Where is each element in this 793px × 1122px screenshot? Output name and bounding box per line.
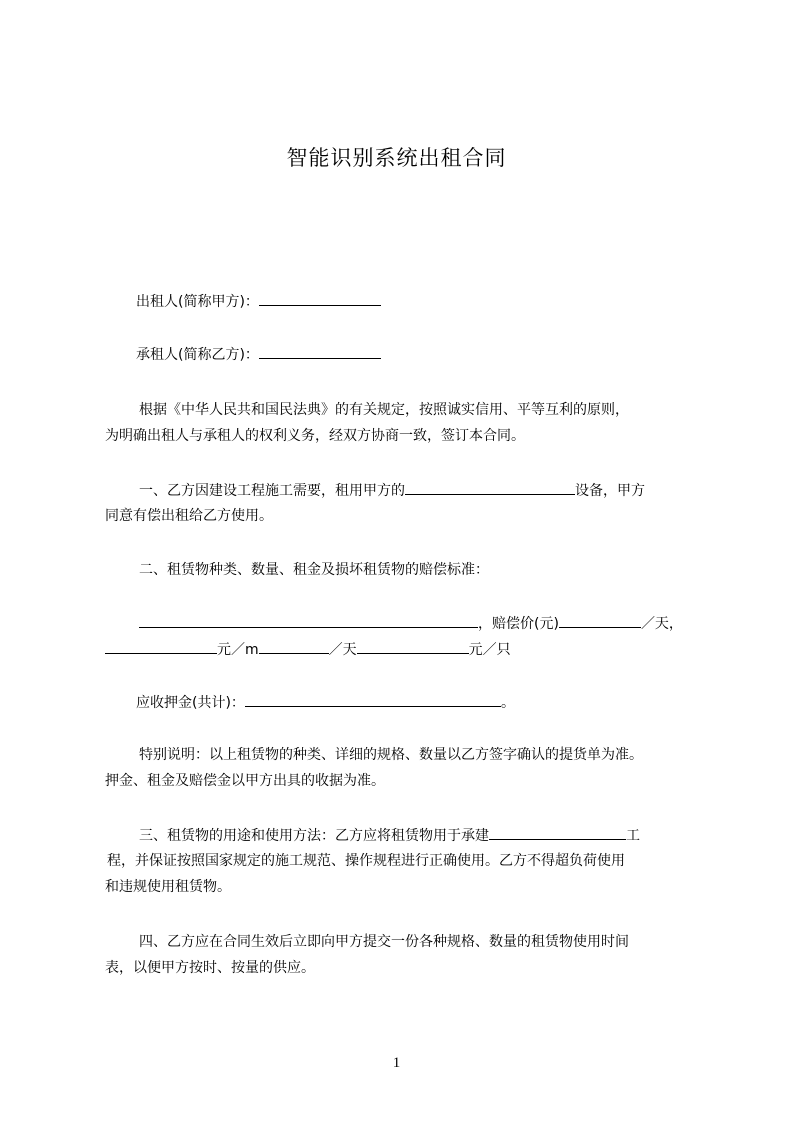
clause3-text-a: 三、租赁物的用途和使用方法：乙方应将租赁物用于承建	[139, 828, 489, 844]
lessee-line	[136, 344, 381, 365]
clause4-line-1: 四、乙方应在合同生效后立即向甲方提交一份各种规格、数量的租赁物使用时间	[139, 934, 629, 950]
clause2-row-1	[139, 613, 683, 634]
clause3-line-2: 程，并保证按照国家规定的施工规范、操作规程进行正确使用。乙方不得超负荷使用	[107, 853, 625, 869]
lessee-label: 承租人(简称乙方)：	[136, 347, 259, 363]
compensation-blank	[559, 613, 641, 628]
lessor-blank	[259, 291, 381, 306]
item-blank-1	[139, 613, 325, 628]
page-number: 1	[392, 1055, 401, 1071]
project-blank	[489, 825, 626, 840]
clause3-text-b: 工	[626, 828, 640, 844]
lessor-line	[136, 291, 381, 312]
deposit-blank	[245, 692, 501, 707]
clause4-line-2: 表，以便甲方按时、按量的供应。	[105, 960, 315, 976]
per-day-label-1: ／天，	[640, 616, 683, 632]
equipment-blank	[405, 480, 575, 495]
clause2-title: 二、租赁物种类、数量、租金及损坏租赁物的赔偿标准：	[139, 562, 489, 578]
special-note-line-1: 特别说明：以上租赁物的种类、详细的规格、数量以乙方签字确认的提货单为准。	[139, 747, 643, 763]
yuan-per-m-label: 元／m	[217, 642, 259, 658]
item-blank-2	[325, 613, 478, 628]
per-day-label-2: ／天	[328, 642, 357, 658]
clause1-line-1	[139, 480, 645, 501]
lessor-label: 出租人(简称甲方)：	[136, 294, 259, 310]
clause3-line-3: 和违规使用租赁物。	[105, 879, 231, 895]
price-blank-1	[105, 639, 217, 654]
clause1-line-2: 同意有偿出租给乙方使用。	[105, 508, 273, 524]
intro-line-1: 根据《中华人民共和国民法典》的有关规定，按照诚实信用、平等互利的原则，	[139, 402, 629, 418]
clause2-row-2	[105, 639, 511, 660]
clause1-text-a: 一、乙方因建设工程施工需要，租用甲方的	[139, 483, 405, 499]
document-title: 智能识别系统出租合同	[286, 146, 507, 170]
deposit-end: 。	[500, 695, 515, 711]
price-blank-2	[259, 639, 329, 654]
intro-line-2: 为明确出租人与承租人的权利义务，经双方协商一致，签订本合同。	[105, 428, 525, 444]
lessee-blank	[259, 344, 381, 359]
compensation-label: ，赔偿价(元)	[478, 616, 559, 632]
deposit-label: 应收押金(共计)：	[136, 695, 245, 711]
special-note-line-2: 押金、租金及赔偿金以甲方出具的收据为准。	[105, 773, 385, 789]
yuan-per-piece-label: 元／只	[468, 642, 511, 658]
clause1-text-b: 设备，甲方	[575, 483, 645, 499]
deposit-line	[136, 692, 515, 713]
price-blank-3	[357, 639, 469, 654]
clause3-line-1	[139, 825, 640, 846]
